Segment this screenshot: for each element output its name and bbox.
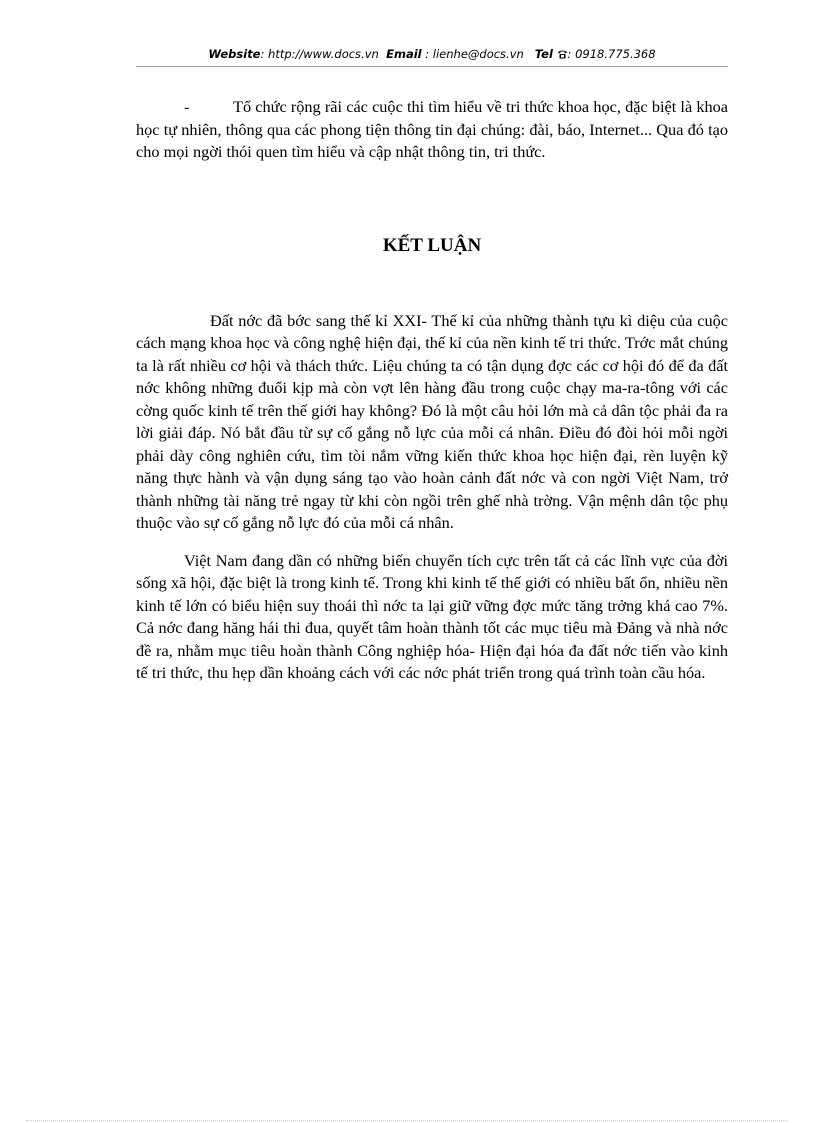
email-label: Email — [386, 47, 422, 61]
website-label: Website — [208, 47, 261, 61]
section-heading: KẾT LUẬN — [382, 234, 482, 256]
email-value: : lienhe@docs.vn — [425, 47, 524, 61]
phone-icon — [557, 47, 568, 63]
header-rule — [136, 66, 728, 67]
footer-rule — [26, 1120, 788, 1121]
tel-label: Tel — [534, 47, 553, 61]
page-header — [136, 46, 728, 63]
bullet-text: Tổ chức rộng rãi các cuộc thi tìm hiểu về tri thức khoa học, đặc biệt là khoa học tự nhiên, thông qua các phong tiện thông tin đại chúng: đài, báo, Internet... Qua đó tạo cho mọi ngời thói quen tìm hiểu và cập nhật thông tin, tri thức. — [136, 97, 728, 161]
tel-value: : 0918.775.368 — [567, 47, 656, 61]
bullet-paragraph — [136, 96, 728, 164]
document-body — [136, 96, 728, 685]
website-value: : http://www.docs.vn — [260, 47, 379, 61]
bullet-dash: - — [184, 97, 190, 116]
conclusion-paragraph-2: Việt Nam đang dần có những biến chuyển tích cực trên tất cả các lĩnh vực của đời sống xã hội, đặc biệt là trong kinh tế. Trong khi kinh tế thế giới có nhiều bất ổn, nhiều nền kinh tế lớn có biểu hiện suy thoái thì nớc ta lại giữ vững đợc mức tăng trởng khá cao 7%. Cả nớc đang hăng hái thi đua, quyết tâm hoàn thành tốt các mục tiêu mà Đảng và nhà nớc đề ra, nhằm mục tiêu hoàn thành Công nghiệp hóa- Hiện đại hóa đa đất nớc tiến vào kinh tế tri thức, thu hẹp dần khoảng cách với các nớc phát triển trong quá trình toàn cầu hóa. — [136, 550, 728, 682]
conclusion-paragraph-1: Đất nớc đã bớc sang thế kỉ XXI- Thế kỉ của những thành tựu kì diệu của cuộc cách mạng khoa học và công nghệ hiện đại, thế kỉ của nền kinh tế tri thức. Trớc mắt chúng ta là rất nhiều cơ hội và thách thức. Liệu chúng ta có tận dụng đợc các cơ hội đó để đa đất nớc không những đuổi kịp mà còn vợt lên hàng đầu trong cuộc chạy ma-ra-tông với các cờng quốc kinh tế trên thế giới hay không? Đó là một câu hỏi lớn mà cả dân tộc phải đa ra lời giải đáp. Nó bắt đầu từ sự cố gắng nỗ lực của mỗi cá nhân. Điều đó đòi hỏi mỗi ngời phải dày công nghiên cứu, tìm tòi nắm vững kiến thức khoa học hiện đại, rèn luyện kỹ năng thực hành và vận dụng sáng tạo vào hoàn cảnh đất nớc và con ngời Việt Nam, trở thành những tài năng trẻ ngay từ khi còn ngồi trên ghế nhà trờng. Vận mệnh dân tộc phụ thuộc vào sự cố gắng nỗ lực đó của mỗi cá nhân. — [136, 310, 728, 532]
